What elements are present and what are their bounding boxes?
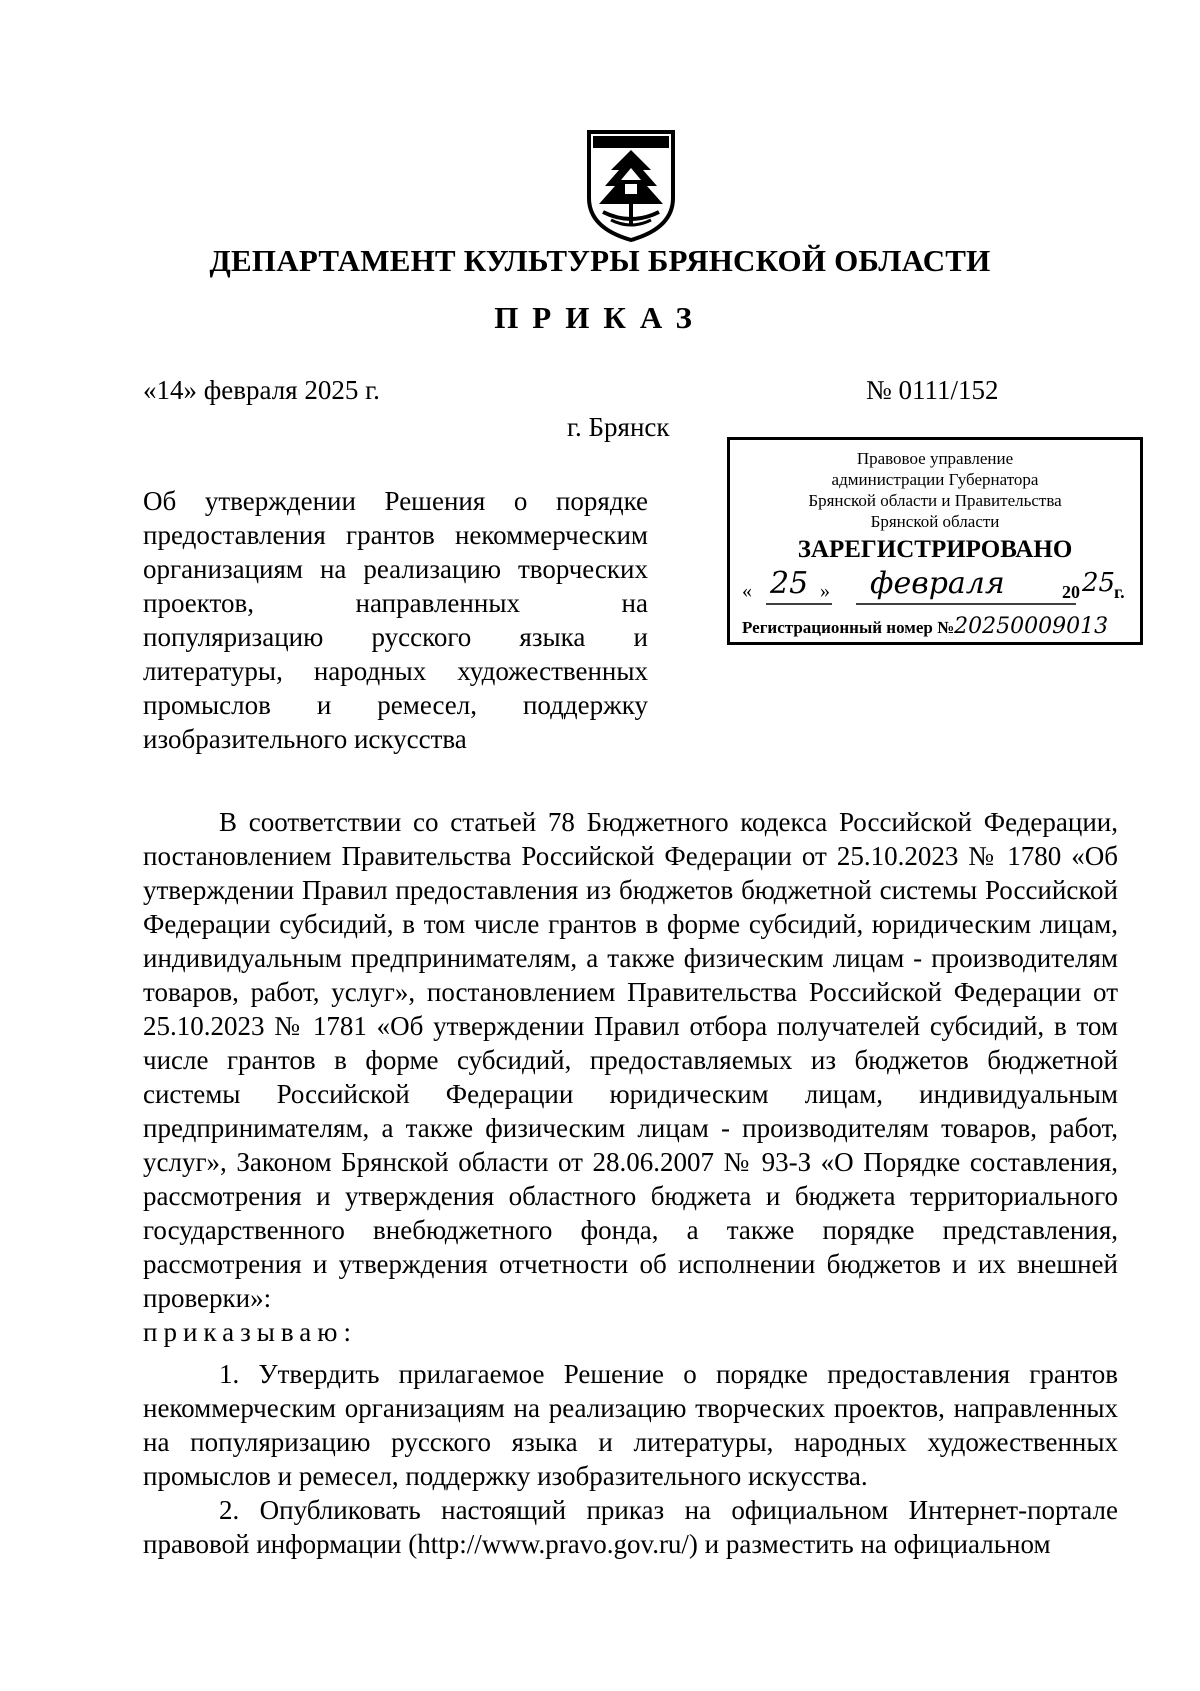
order-body <box>143 805 1118 1561</box>
stamp-day: 25 <box>770 566 809 601</box>
preamble-paragraph: В соответствии со статьей 78 Бюджетного кодекса Российской Федерации, постановлением Правительства Российской Федерации от 25.10.2023 № 1780 «Об утверждении Правил предоставления из бюджетов бюджетной системы Российской Федерации субсидий, в том числе грантов в форме субсидий, юридическим лицам, индивидуальным предпринимателям, а также физическим лицам - производителям товаров, работ, услуг», постановлением Правительства Российской Федерации от 25.10.2023 № 1781 «Об утверждении Правил отбора получателей субсидий, в том числе грантов в форме субсидий, предоставляемых из бюджетов бюджетной системы Российской Федерации юридическим лицам, индивидуальным предпринимателям, а также физическим лицам - производителям товаров, работ, услуг», Законом Брянской области от 28.06.2007 № 93-З «О Порядке составления, рассмотрения и утверждения областного бюджета и бюджета территориального государственного внебюджетного фонда, а также порядке представления, рассмотрения и утверждения отчетности об исполнении бюджетов и их внешней проверки»: <box>143 807 1118 1313</box>
stamp-registered-label: ЗАРЕГИСТРИРОВАНО <box>797 536 1073 563</box>
subject-line: промыслов и ремесел, поддержку <box>143 690 648 720</box>
stamp-year-prefix: 20 <box>1062 582 1080 602</box>
order-word: приказываю: <box>143 1317 357 1347</box>
stamp-month: февраля <box>870 566 1005 601</box>
department-title: ДЕПАРТАМЕНТ КУЛЬТУРЫ БРЯНСКОЙ ОБЛАСТИ <box>209 243 991 278</box>
subject-line: изобразительного искусства <box>143 724 467 754</box>
order-subject <box>143 484 648 756</box>
document-type-title: ПРИКАЗ <box>494 300 706 335</box>
order-item-2: 2. Опубликовать настоящий приказ на официальном Интернет-портале правовой информации (http://www.pravo.gov.ru/) и разместить на официальном <box>143 1495 1118 1559</box>
subject-line: организациям на реализацию творческих <box>143 554 648 584</box>
stamp-line: администрации Губернатора <box>831 470 1039 489</box>
subject-line: литературы, народных художественных <box>143 656 648 686</box>
stamp-reg-value: 20250009013 <box>954 614 1109 639</box>
order-number: № 0111/152 <box>866 375 999 405</box>
order-item-1: 1. Утвердить прилагаемое Решение о порядке предоставления грантов некоммерческим организациям на реализацию творческих проектов, направленных на популяризацию русского языка и литературы, народных художественных промыслов и ремесел, поддержку изобразительного искусства. <box>143 1359 1118 1491</box>
order-city: г. Брянск <box>567 412 670 442</box>
subject-line: Об утверждении Решения о порядке <box>143 486 648 516</box>
stamp-year-suffix: 25 <box>1082 568 1116 598</box>
stamp-line: Правовое управление <box>856 449 1014 468</box>
subject-line: популяризацию русского языка и <box>143 622 648 652</box>
subject-line: проектов, направленных на <box>143 588 648 618</box>
stamp-date: « 25 » февраля 20 25 г. <box>742 574 1134 608</box>
stamp-line: Брянской области и Правительства <box>808 491 1062 510</box>
stamp-reg-label: Регистрационный номер № <box>742 618 955 637</box>
registration-stamp <box>727 437 1143 645</box>
stamp-year-end: г. <box>1114 582 1125 602</box>
stamp-line: Брянской области <box>870 512 1000 531</box>
stamp-date-underline <box>766 602 1136 606</box>
coat-of-arms-icon <box>585 128 677 244</box>
subject-line: предоставления грантов некоммерческим <box>143 520 648 550</box>
order-date: «14» февраля 2025 г. <box>143 375 380 405</box>
stamp-reg-number <box>742 614 1134 639</box>
